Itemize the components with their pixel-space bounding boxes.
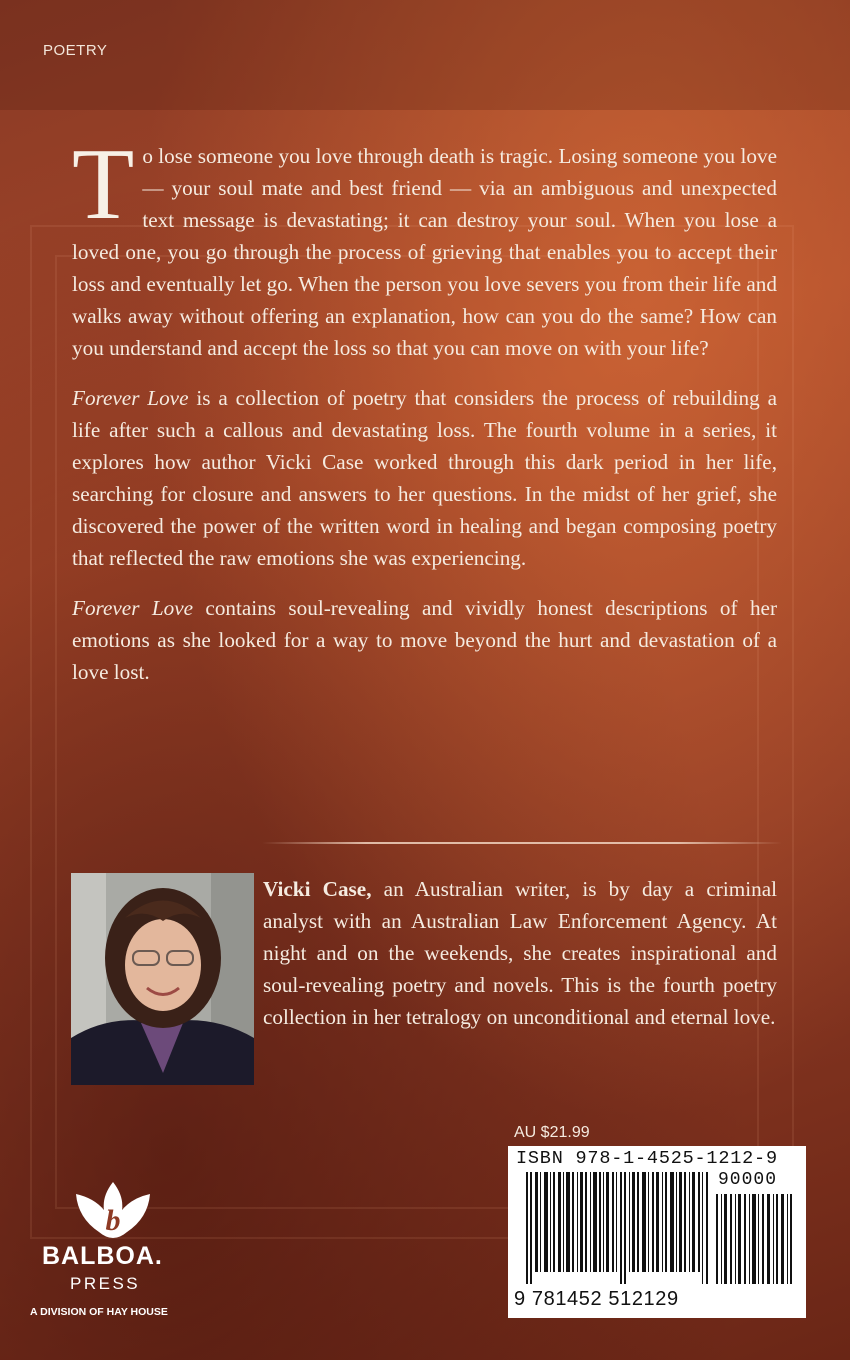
lotus-icon <box>72 1180 154 1242</box>
logo-letter: b <box>105 1204 121 1237</box>
barcode-human-readable: 9 781452 512129 <box>514 1288 679 1310</box>
barcode-bars <box>526 1172 796 1287</box>
author-photo <box>71 873 254 1085</box>
author-name: Vicki Case, <box>263 877 372 901</box>
paragraph-2-text: is a collection of poetry that considers the process of rebuilding a life after such a callous and devastating loss. The fourth volume in a series, it explores how author Vicki Case worked through this dark period in her life, searching for closure and answers to her questions. In the midst of her grief, she discovered the power of the written word in healing and began composing poetry that reflected the raw emotions she was experiencing. <box>72 386 777 570</box>
publisher-division: A DIVISION OF HAY HOUSE <box>30 1306 168 1318</box>
barcode-addon-text: 90000 <box>718 1170 778 1190</box>
author-bio <box>263 873 777 1033</box>
author-portrait-illustration <box>71 873 254 1085</box>
drop-cap: T <box>72 128 135 241</box>
author-bio-text: an Australian writer, is by day a criminal analyst with an Australian Law Enforcement Agency. At night and on the weekends, she creates inspirational and soul-revealing poetry and novels. This is the fourth poetry collection in her tetralogy on unconditional and eternal love. <box>263 877 777 1029</box>
publisher-brand: BALBOA. <box>42 1242 163 1270</box>
book-description <box>72 128 777 706</box>
description-paragraph-2 <box>72 382 777 574</box>
price-label: AU $21.99 <box>514 1124 590 1141</box>
paragraph-1-text: o lose someone you love through death is tragic. Losing someone you love — your soul mate and best friend — via an ambiguous and unexpected text message is devastating; it can destroy your soul. When you lose a loved one, you go through the process of grieving that enables you to accept their loss and eventually let go. When the person you love severs you from their life and walks away without offering an explanation, how can you do the same? How can you understand and accept the loss so that you can move on with your life? <box>72 144 777 360</box>
paragraph-3-text: contains soul-revealing and vividly honest descriptions of her emotions as she looked for a way to move beyond the hurt and devastation of a love lost. <box>72 596 777 684</box>
category-label: POETRY <box>43 42 108 59</box>
background-shade <box>0 0 850 110</box>
isbn-number-text: ISBN 978-1-4525-1212-9 <box>516 1148 778 1169</box>
book-title-italic: Forever Love <box>72 386 189 410</box>
description-paragraph-1 <box>72 128 777 364</box>
publisher-logo <box>30 1180 190 1330</box>
section-divider <box>262 842 782 844</box>
description-paragraph-3 <box>72 592 777 688</box>
book-title-italic-2: Forever Love <box>72 596 194 620</box>
publisher-sub: PRESS <box>70 1274 141 1293</box>
isbn-barcode <box>508 1146 806 1318</box>
